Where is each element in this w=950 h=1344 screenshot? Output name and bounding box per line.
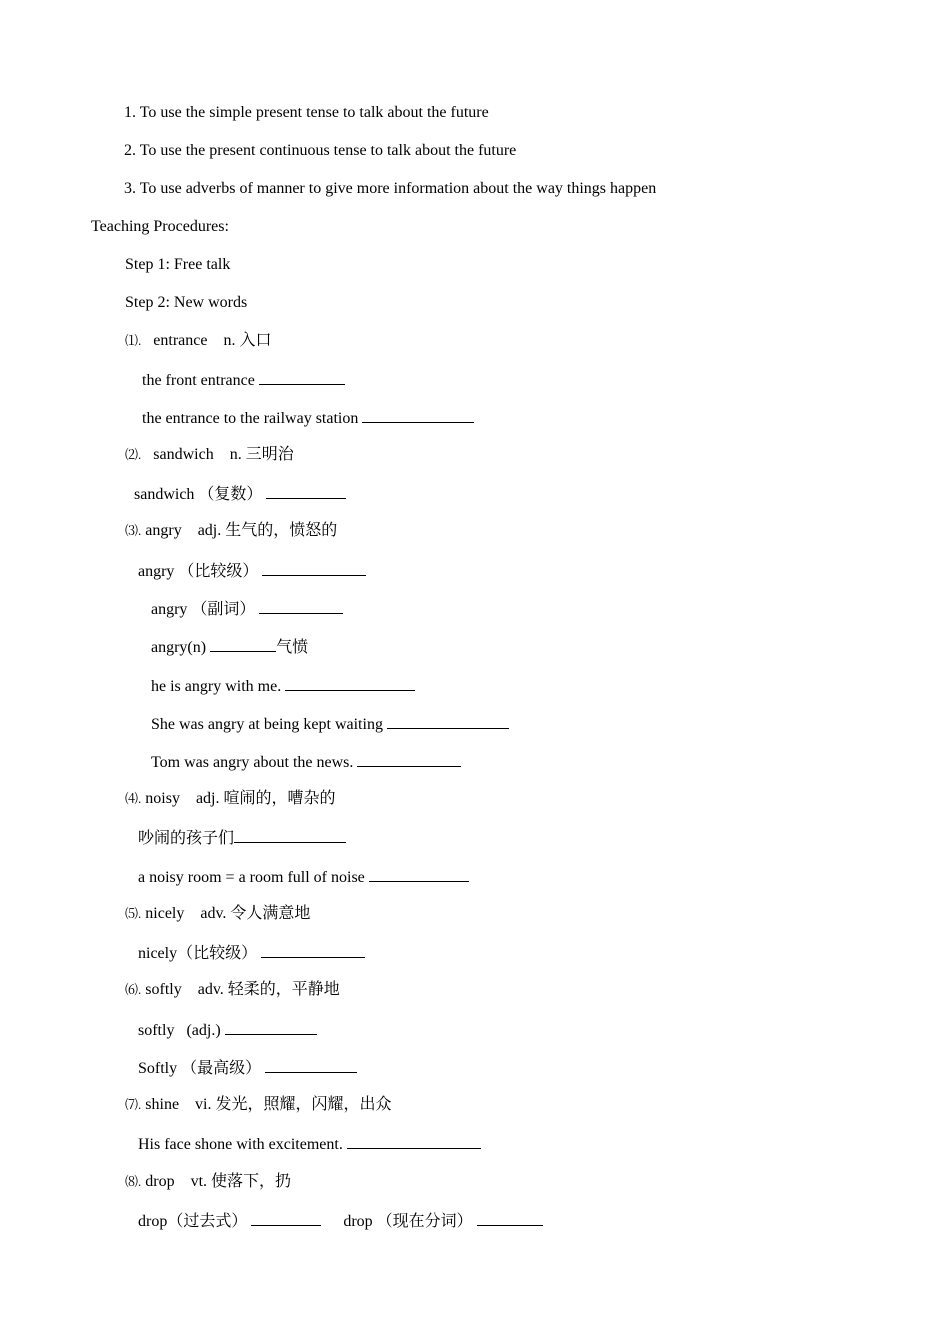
word-headword: angry: [145, 522, 182, 539]
exercise-prompt: drop （现在分词）: [343, 1213, 473, 1230]
exercise-prompt: drop（过去式）: [138, 1213, 248, 1230]
word-definition: n. 入口: [223, 332, 272, 349]
exercise-prompt: a noisy room = a room full of noise: [138, 869, 365, 886]
exercise-prompt: angry(n): [151, 639, 207, 656]
word-softly: [125, 980, 340, 1000]
word-definition: n. 三明治: [229, 446, 294, 463]
word-headword: drop: [145, 1173, 175, 1190]
exercise-prompt: Tom was angry about the news.: [151, 754, 354, 771]
exercise-prompt: softly (adj.): [138, 1022, 221, 1039]
exercise-prompt: nicely（比较级）: [138, 945, 258, 962]
exercise-line: [138, 1210, 543, 1230]
word-definition: vi. 发光，照耀，闪耀，出众: [195, 1096, 392, 1113]
answer-blank[interactable]: [261, 942, 365, 958]
answer-blank[interactable]: [477, 1210, 543, 1226]
answer-blank[interactable]: [347, 1133, 481, 1149]
item-number: ⑶.: [125, 523, 142, 538]
word-angry: [125, 521, 337, 541]
exercise-prompt: the front entrance: [142, 372, 255, 389]
answer-blank[interactable]: [259, 598, 343, 614]
item-number: ⑺.: [125, 1097, 142, 1112]
answer-blank[interactable]: [225, 1019, 317, 1035]
word-shine: [125, 1095, 392, 1115]
word-definition: adv. 令人满意地: [200, 905, 311, 922]
word-definition: adj. 喧闹的，嘈杂的: [195, 790, 336, 807]
exercise-prompt: 吵闹的孩子们: [138, 830, 235, 847]
answer-blank[interactable]: [251, 1210, 321, 1226]
word-definition: adv. 轻柔的，平静地: [197, 981, 340, 998]
answer-blank[interactable]: [262, 560, 366, 576]
exercise-line: [142, 407, 474, 427]
item-number: ⑻.: [125, 1174, 142, 1189]
answer-blank[interactable]: [259, 369, 345, 385]
answer-blank[interactable]: [357, 751, 461, 767]
exercise-line: [151, 636, 308, 656]
answer-blank[interactable]: [285, 675, 415, 691]
answer-blank[interactable]: [387, 713, 509, 729]
word-sandwich: [125, 445, 294, 465]
exercise-line: [142, 369, 345, 389]
exercise-line: [151, 713, 509, 733]
word-drop: [125, 1172, 291, 1192]
exercise-line: [138, 1019, 317, 1039]
word-definition: vt. 使落下，扔: [190, 1173, 292, 1190]
exercise-line: [138, 1057, 357, 1077]
exercise-line: [138, 1133, 481, 1153]
word-entrance: [125, 331, 271, 351]
exercise-prompt: angry （比较级）: [138, 563, 259, 580]
answer-blank[interactable]: [369, 866, 469, 882]
word-nicely: [125, 904, 310, 924]
answer-blank[interactable]: [234, 827, 346, 843]
word-noisy: [125, 789, 336, 809]
exercise-prompt: sandwich （复数）: [134, 486, 263, 503]
objective-2: 2. To use the present continuous tense to talk about the future: [124, 142, 517, 159]
word-headword: entrance: [153, 332, 208, 349]
exercise-line: [138, 560, 366, 580]
exercise-line: [151, 751, 461, 771]
exercise-prompt: he is angry with me.: [151, 678, 282, 695]
exercise-line: [138, 827, 346, 847]
word-definition: adj. 生气的，愤怒的: [197, 522, 338, 539]
exercise-prompt: Softly （最高级）: [138, 1060, 262, 1077]
exercise-prompt: the entrance to the railway station: [142, 410, 359, 427]
procedures-heading: Teaching Procedures:: [91, 218, 229, 235]
answer-blank[interactable]: [266, 483, 346, 499]
item-number: ⑹.: [125, 982, 142, 997]
exercise-prompt: His face shone with excitement.: [138, 1136, 343, 1153]
item-number: ⑴.: [125, 333, 142, 348]
step-1: Step 1: Free talk: [125, 256, 231, 273]
answer-blank[interactable]: [210, 636, 276, 652]
word-headword: softly: [145, 981, 182, 998]
answer-blank[interactable]: [362, 407, 474, 423]
exercise-prompt: angry （副词）: [151, 601, 256, 618]
objective-3: 3. To use adverbs of manner to give more information about the way things happen: [124, 180, 657, 197]
exercise-line: [134, 483, 346, 503]
item-number: ⑷.: [125, 791, 142, 806]
exercise-prompt: She was angry at being kept waiting: [151, 716, 383, 733]
item-number: ⑵.: [125, 447, 142, 462]
answer-blank[interactable]: [265, 1057, 357, 1073]
word-headword: sandwich: [153, 446, 214, 463]
step-2: Step 2: New words: [125, 294, 248, 311]
exercise-line: [138, 866, 469, 886]
exercise-line: [151, 598, 343, 618]
exercise-line: [151, 675, 415, 695]
word-headword: nicely: [145, 905, 185, 922]
word-headword: noisy: [145, 790, 180, 807]
item-number: ⑸.: [125, 906, 142, 921]
objective-1: 1. To use the simple present tense to talk about the future: [124, 104, 489, 121]
word-headword: shine: [145, 1096, 180, 1113]
exercise-line: [138, 942, 365, 962]
exercise-hint: 气愤: [276, 639, 309, 656]
